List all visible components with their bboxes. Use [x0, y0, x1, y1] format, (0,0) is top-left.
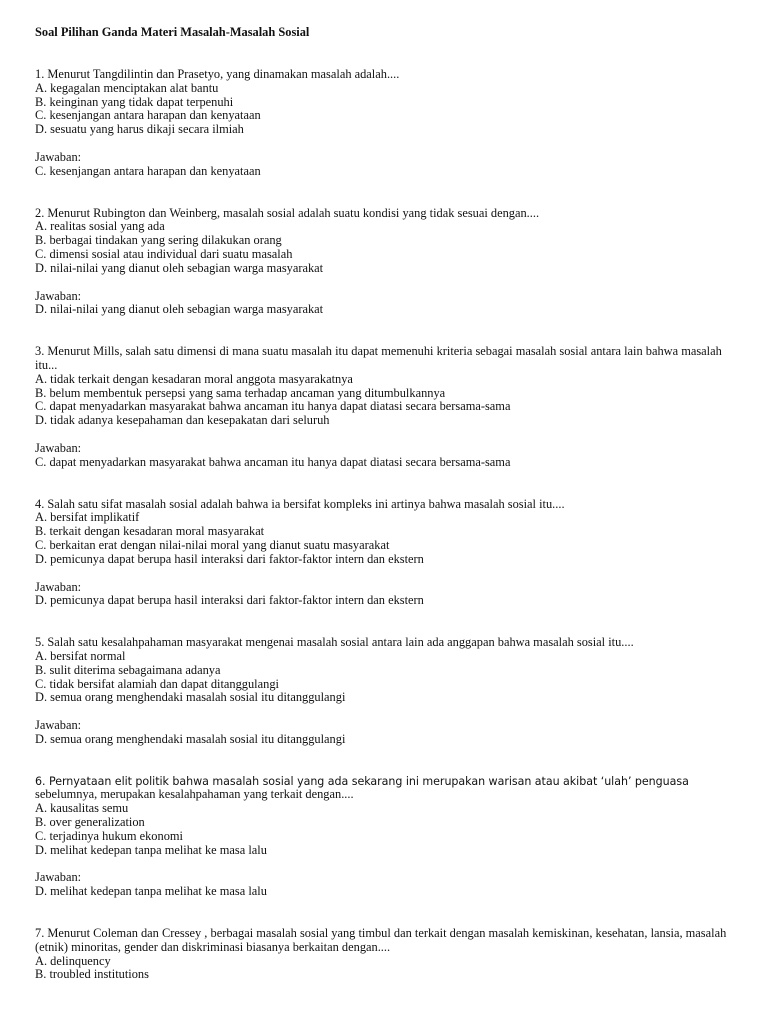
option-b: B. belum membentuk persepsi yang sama terhadap ancaman yang ditumbulkannya	[35, 385, 446, 400]
answer-text: C. kesenjangan antara harapan dan kenyataan	[35, 163, 261, 178]
option-a: A. kausalitas semu	[35, 801, 129, 816]
option-c: C. kesenjangan antara harapan dan kenyataan	[35, 108, 261, 123]
answer-label: Jawaban:	[35, 288, 82, 303]
question-text: 3. Menurut Mills, salah satu dimensi di mana suatu masalah itu dapat memenuhi kriteria sebagai masalah sosial antara lain bahwa masalah itu...	[35, 344, 722, 372]
answer-label: Jawaban:	[35, 718, 82, 733]
question-7	[35, 927, 735, 982]
option-b: B. over generalization	[35, 815, 145, 830]
question-text-continued: sebelumnya, merupakan kesalahpahaman yang terkait dengan....	[35, 787, 354, 802]
question-text: 4. Salah satu sifat masalah sosial adalah bahwa ia bersifat kompleks ini artinya bahwa masalah sosial itu....	[35, 496, 565, 511]
option-b: B. terkait dengan kesadaran moral masyarakat	[35, 524, 265, 539]
question-1	[35, 68, 735, 179]
option-b: B. sulit diterima sebagaimana adanya	[35, 662, 221, 677]
option-c: C. dapat menyadarkan masyarakat bahwa ancaman itu hanya dapat diatasi secara bersama-sama	[35, 399, 511, 414]
option-a: A. delinquency	[35, 953, 111, 968]
question-6	[35, 775, 735, 899]
answer-text: C. dapat menyadarkan masyarakat bahwa ancaman itu hanya dapat diatasi secara bersama-sama	[35, 454, 511, 469]
option-d: D. tidak adanya kesepahaman dan kesepakatan dari seluruh	[35, 413, 330, 428]
option-a: A. tidak terkait dengan kesadaran moral anggota masyarakatnya	[35, 371, 353, 386]
option-d: D. sesuatu yang harus dikaji secara ilmiah	[35, 122, 244, 137]
question-3	[35, 345, 735, 469]
option-d: D. pemicunya dapat berupa hasil interaksi dari faktor-faktor intern dan ekstern	[35, 551, 424, 566]
question-text: 1. Menurut Tangdilintin dan Prasetyo, yang dinamakan masalah adalah....	[35, 67, 400, 81]
option-d: D. semua orang menghendaki masalah sosial itu ditanggulangi	[35, 690, 346, 705]
option-a: A. kegagalan menciptakan alat bantu	[35, 80, 219, 95]
answer-text: D. pemicunya dapat berupa hasil interaksi dari faktor-faktor intern dan ekstern	[35, 593, 424, 608]
option-a: A. realitas sosial yang ada	[35, 219, 165, 234]
question-text: 5. Salah satu kesalahpahaman masyarakat mengenai masalah sosial antara lain ada anggapan bahwa masalah sosial itu....	[35, 635, 634, 650]
question-text: 7. Menurut Coleman dan Cressey , berbagai masalah sosial yang timbul dan terkait dengan masalah kemiskinan, kesehatan, lansia, masalah (etnik) minoritas, gender dan diskriminasi biasanya berkaitan dengan....	[35, 926, 727, 954]
option-b: B. troubled institutions	[35, 967, 149, 982]
option-c: C. terjadinya hukum ekonomi	[35, 828, 183, 843]
answer-label: Jawaban:	[35, 579, 82, 594]
answer-label: Jawaban:	[35, 870, 82, 885]
option-d: D. melihat kedepan tanpa melihat ke masa lalu	[35, 842, 267, 857]
option-c: C. dimensi sosial atau individual dari suatu masalah	[35, 246, 293, 261]
answer-text: D. nilai-nilai yang dianut oleh sebagian warga masyarakat	[35, 302, 324, 317]
question-text: 6. Pernyataan elit politik bahwa masalah sosial yang ada sekarang ini merupakan warisan atau akibat ‘ulah’ penguasa	[35, 774, 689, 788]
question-4	[35, 498, 735, 609]
option-c: C. berkaitan erat dengan nilai-nilai moral yang dianut suatu masyarakat	[35, 537, 390, 552]
document-title: Soal Pilihan Ganda Materi Masalah-Masalah Sosial	[35, 25, 310, 39]
option-b: B. berbagai tindakan yang sering dilakukan orang	[35, 233, 282, 248]
option-c: C. tidak bersifat alamiah dan dapat ditanggulangi	[35, 676, 279, 691]
answer-label: Jawaban:	[35, 149, 82, 164]
question-2	[35, 207, 735, 318]
option-d: D. nilai-nilai yang dianut oleh sebagian warga masyarakat	[35, 260, 324, 275]
question-text: 2. Menurut Rubington dan Weinberg, masalah sosial adalah suatu kondisi yang tidak sesuai dengan....	[35, 205, 540, 220]
answer-label: Jawaban:	[35, 440, 82, 455]
option-b: B. keinginan yang tidak dapat terpenuhi	[35, 94, 234, 109]
answer-text: D. semua orang menghendaki masalah sosial itu ditanggulangi	[35, 731, 346, 746]
option-a: A. bersifat normal	[35, 648, 126, 663]
question-5	[35, 636, 735, 747]
option-a: A. bersifat implikatif	[35, 510, 140, 525]
document-page	[35, 26, 735, 982]
answer-text: D. melihat kedepan tanpa melihat ke masa lalu	[35, 884, 267, 899]
